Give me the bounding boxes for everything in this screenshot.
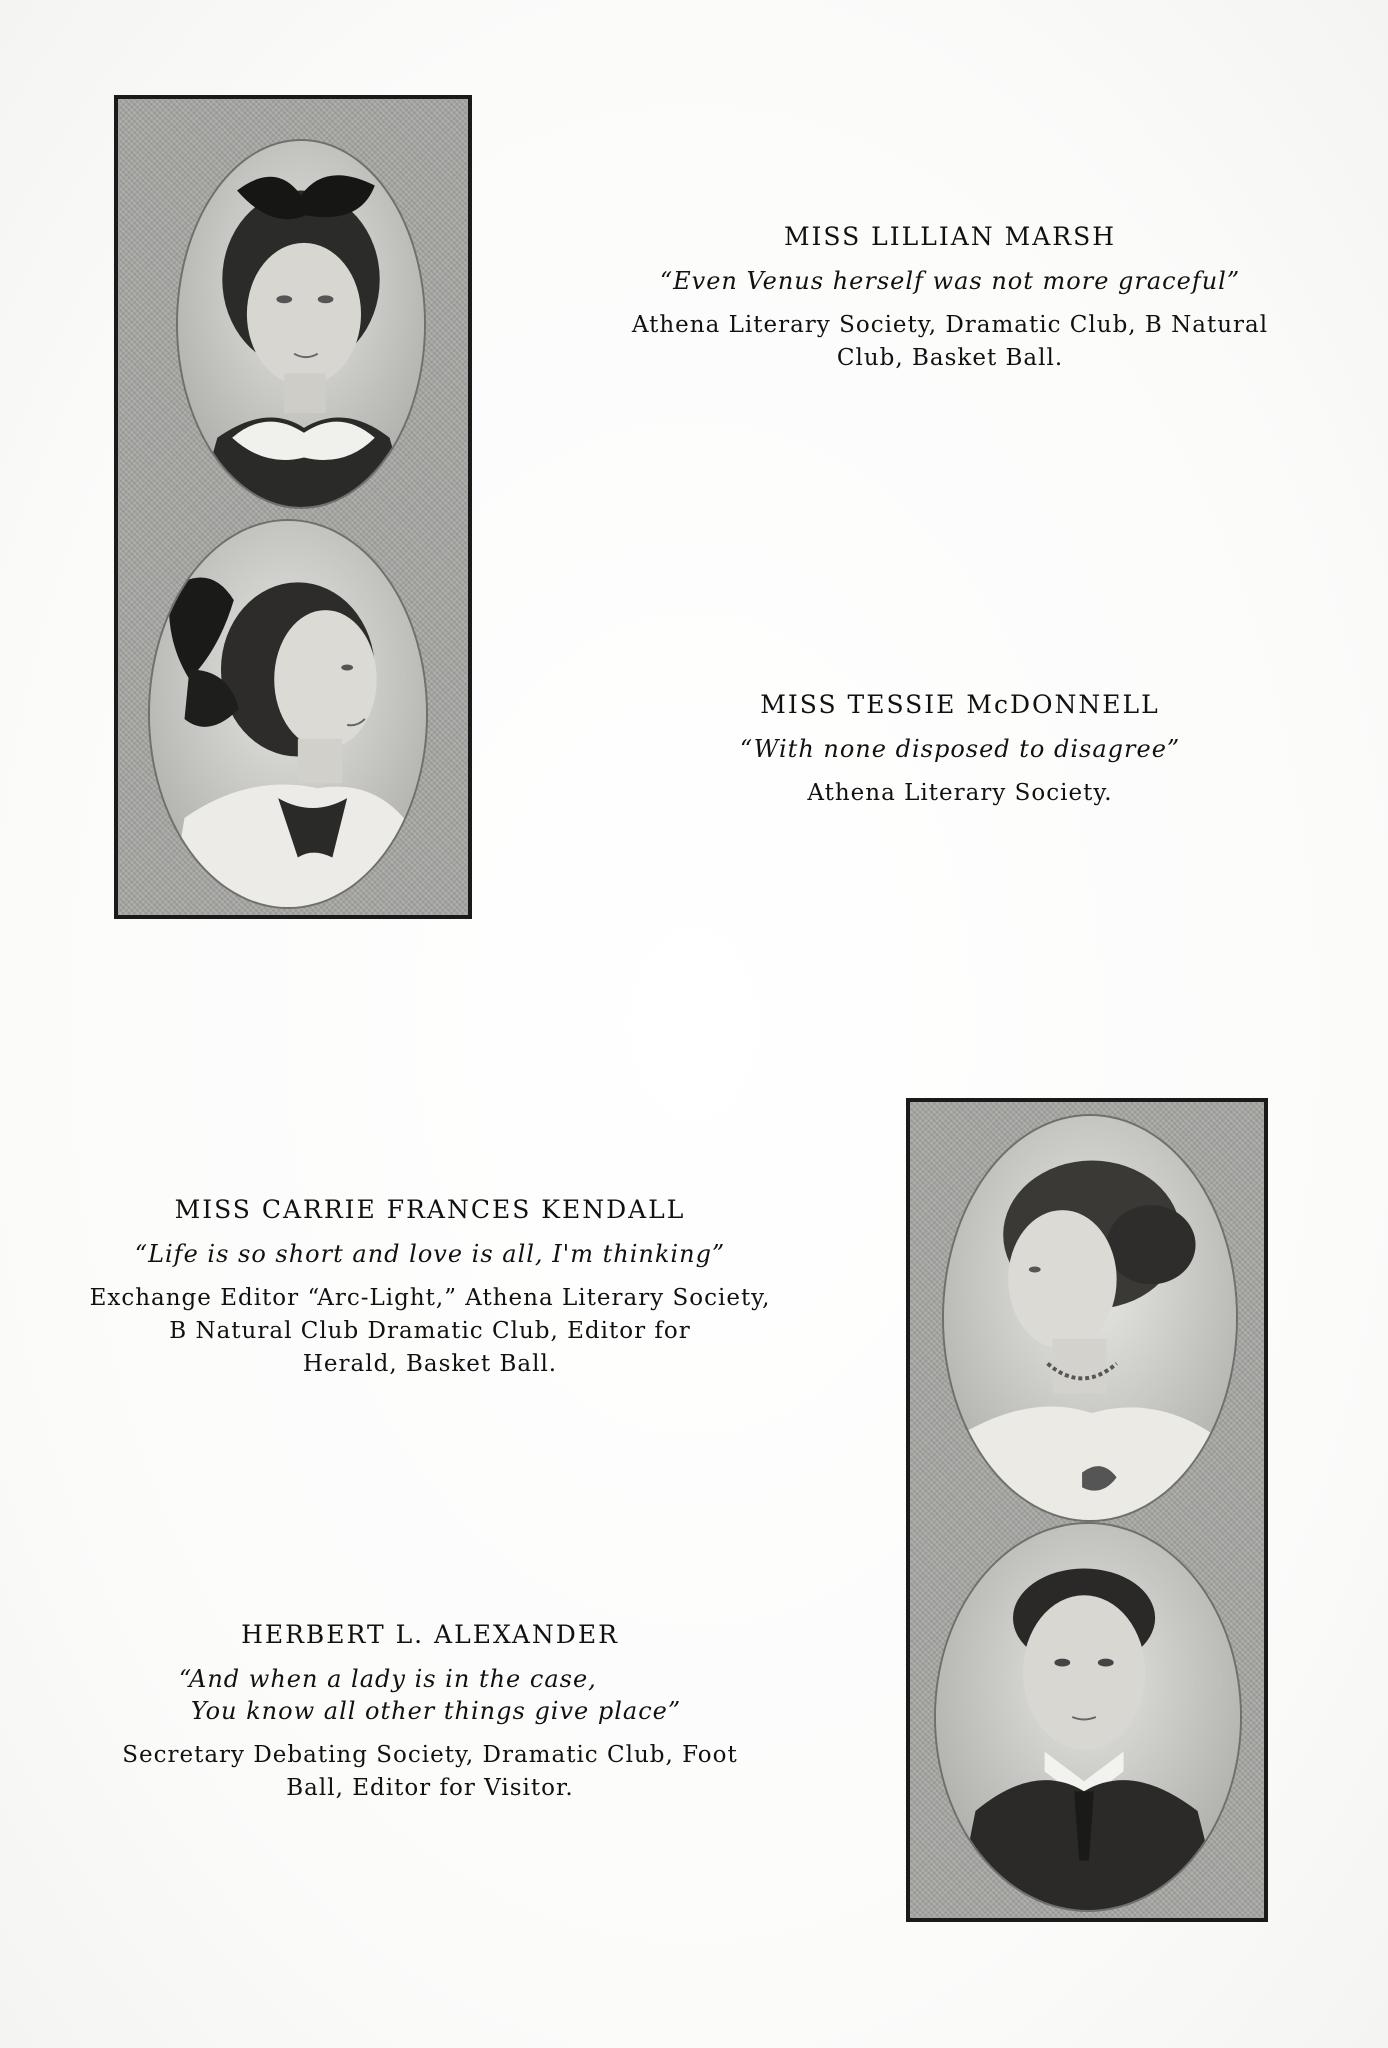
entry-activities — [60, 1282, 800, 1381]
entry-quote: “With none disposed to disagree” — [739, 735, 1181, 763]
entry-activities — [80, 1739, 780, 1805]
portrait-tessie-mcdonnell — [148, 519, 428, 909]
entry-name: MISS TESSIE McDONNELL — [760, 690, 1160, 719]
activities-line: Athena Literary Society. — [807, 780, 1113, 806]
entry-name: HERBERT L. ALEXANDER — [241, 1620, 619, 1649]
activities-line: Secretary Debating Society, Dramatic Club, Foot — [122, 1742, 738, 1768]
activities-line: Herald, Basket Ball. — [302, 1351, 558, 1377]
quote-line: You know all other things give place” — [190, 1697, 682, 1725]
entry-quote: “Even Venus herself was not more graceful” — [659, 267, 1241, 295]
portrait-carrie-kendall — [942, 1114, 1238, 1522]
entry-herbert-alexander — [80, 1620, 780, 1805]
photo-panel-left — [114, 95, 472, 919]
entry-activities — [600, 309, 1300, 375]
entry-quote: “Life is so short and love is all, I'm thinking” — [134, 1240, 726, 1268]
entry-tessie-mcdonnell — [620, 690, 1300, 810]
portrait-lillian-marsh — [176, 139, 426, 509]
activities-line: Ball, Editor for Visitor. — [286, 1775, 574, 1801]
entry-activities — [620, 777, 1300, 810]
entry-lillian-marsh — [600, 222, 1300, 375]
activities-line: Exchange Editor “Arc-Light,” Athena Literary Society, — [89, 1285, 771, 1311]
quote-line: “And when a lady is in the case, — [178, 1665, 597, 1693]
entry-quote — [179, 1663, 681, 1727]
activities-line: B Natural Club Dramatic Club, Editor for — [169, 1318, 691, 1344]
activities-line: Club, Basket Ball. — [836, 345, 1064, 371]
activities-line: Athena Literary Society, Dramatic Club, B Natural — [631, 312, 1269, 338]
entry-name: MISS LILLIAN MARSH — [783, 222, 1117, 251]
entry-carrie-kendall — [60, 1195, 800, 1381]
entry-name: MISS CARRIE FRANCES KENDALL — [174, 1195, 686, 1224]
portrait-herbert-alexander — [934, 1522, 1242, 1912]
photo-panel-right — [906, 1098, 1268, 1922]
